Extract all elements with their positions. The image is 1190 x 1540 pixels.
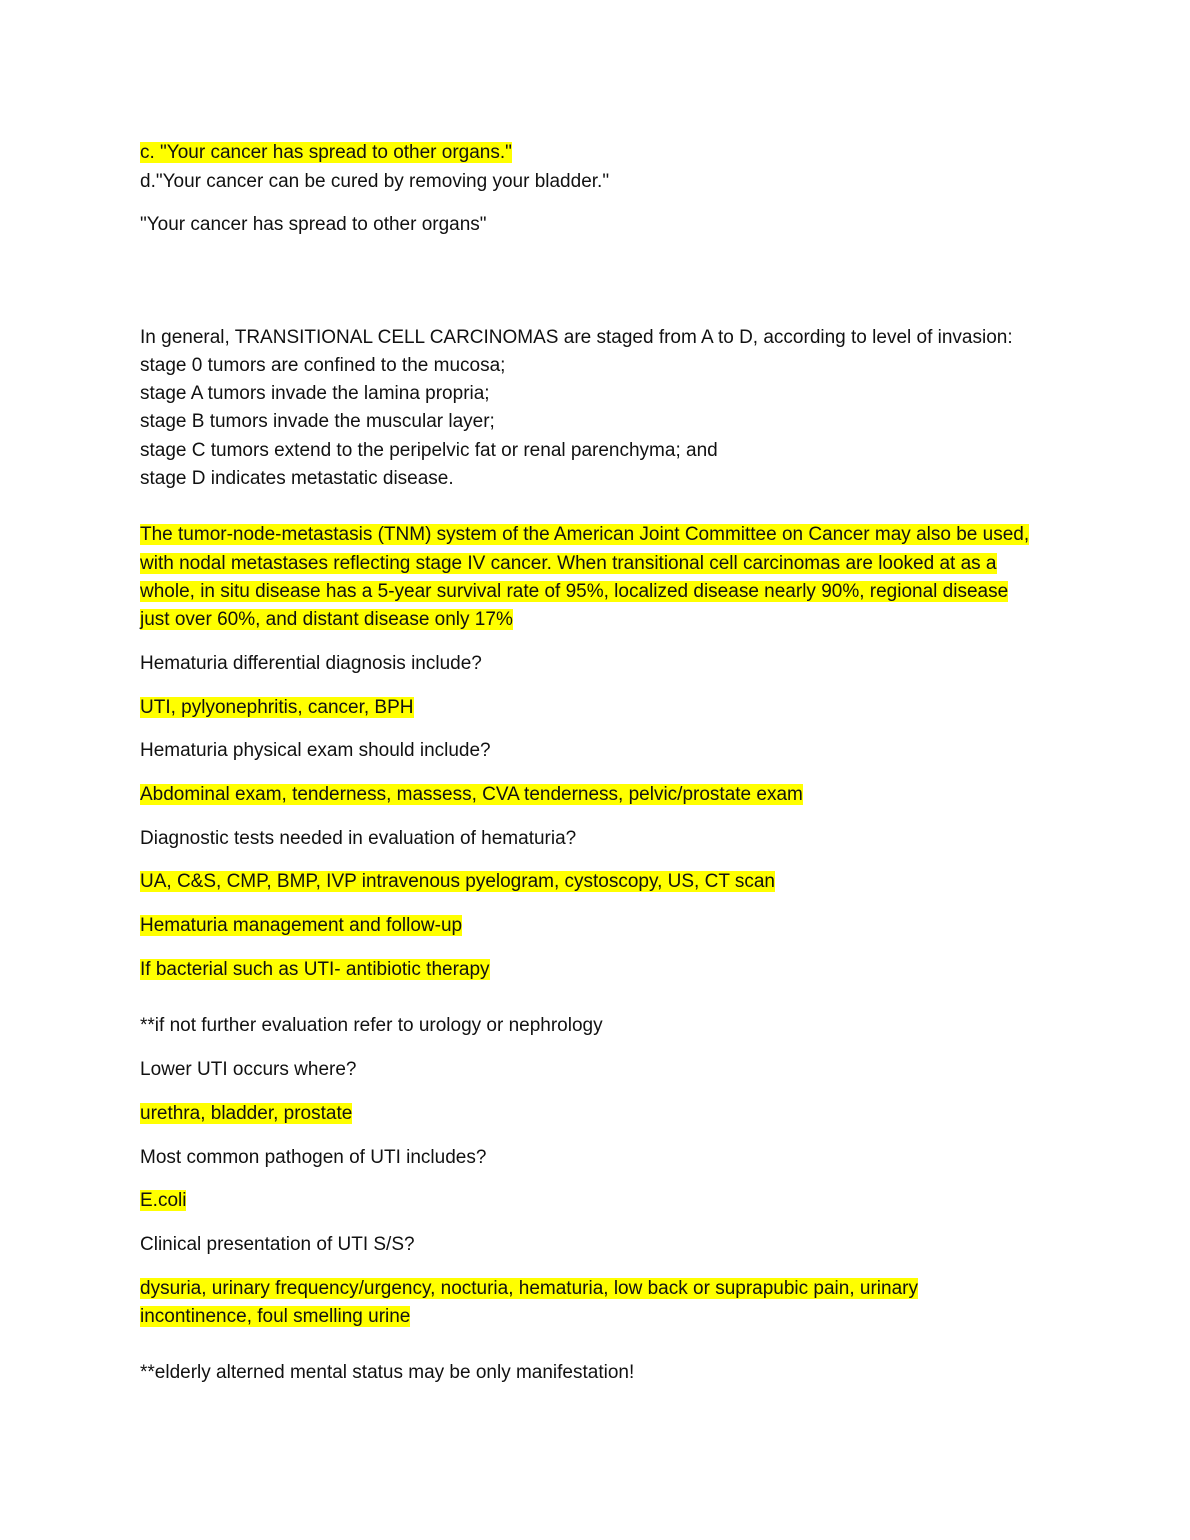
answer-option-d: d."Your cancer can be cured by removing your bladder." bbox=[140, 171, 610, 192]
answer-hematuria-exam: Abdominal exam, tenderness, massess, CVA tenderness, pelvic/prostate exam bbox=[140, 784, 803, 805]
answer-hematuria-tests: UA, C&S, CMP, BMP, IVP intravenous pyelogram, cystoscopy, US, CT scan bbox=[140, 871, 775, 892]
question-uti-pathogen: Most common pathogen of UTI includes? bbox=[140, 1147, 487, 1168]
answer-lower-uti: urethra, bladder, prostate bbox=[140, 1103, 353, 1124]
answer-uti-pathogen: E.coli bbox=[140, 1190, 187, 1211]
document-page bbox=[140, 0, 1060, 1540]
question-hematuria-differential: Hematuria differential diagnosis include? bbox=[140, 653, 482, 674]
answer-hematuria-differential: UTI, pylyonephritis, cancer, BPH bbox=[140, 697, 414, 718]
tnm-paragraph-line-4: just over 60%, and distant disease only 17% bbox=[140, 609, 513, 630]
answer-uti-presentation-line-2: incontinence, foul smelling urine bbox=[140, 1306, 411, 1327]
tnm-paragraph-line-3: whole, in situ disease has a 5-year survival rate of 95%, localized disease nearly 90%, regional disease bbox=[140, 581, 1009, 602]
stage-0: stage 0 tumors are confined to the mucosa; bbox=[140, 355, 506, 376]
stage-c: stage C tumors extend to the peripelvic fat or renal parenchyma; and bbox=[140, 440, 718, 461]
note-elderly: **elderly alterned mental status may be only manifestation! bbox=[140, 1362, 635, 1383]
stage-a: stage A tumors invade the lamina propria; bbox=[140, 383, 490, 404]
correct-answer: "Your cancer has spread to other organs" bbox=[140, 214, 487, 235]
question-lower-uti: Lower UTI occurs where? bbox=[140, 1059, 357, 1080]
heading-hematuria-management: Hematuria management and follow-up bbox=[140, 915, 463, 936]
question-hematuria-tests: Diagnostic tests needed in evaluation of hematuria? bbox=[140, 828, 577, 849]
answer-option-c: c. "Your cancer has spread to other organs." bbox=[140, 142, 512, 163]
stage-b: stage B tumors invade the muscular layer; bbox=[140, 411, 495, 432]
question-uti-presentation: Clinical presentation of UTI S/S? bbox=[140, 1234, 415, 1255]
tnm-paragraph-line-1: The tumor-node-metastasis (TNM) system of the American Joint Committee on Cancer may also be used, bbox=[140, 524, 1030, 545]
staging-intro: In general, TRANSITIONAL CELL CARCINOMAS are staged from A to D, according to level of invasion: bbox=[140, 327, 1013, 348]
answer-hematuria-management: If bacterial such as UTI- antibiotic therapy bbox=[140, 959, 490, 980]
note-refer-urology: **if not further evaluation refer to urology or nephrology bbox=[140, 1015, 603, 1036]
question-hematuria-exam: Hematuria physical exam should include? bbox=[140, 740, 491, 761]
stage-d: stage D indicates metastatic disease. bbox=[140, 468, 454, 489]
tnm-paragraph-line-2: with nodal metastases reflecting stage IV cancer. When transitional cell carcinomas are looked at as a bbox=[140, 553, 997, 574]
answer-uti-presentation-line-1: dysuria, urinary frequency/urgency, nocturia, hematuria, low back or suprapubic pain, urinary bbox=[140, 1278, 918, 1299]
